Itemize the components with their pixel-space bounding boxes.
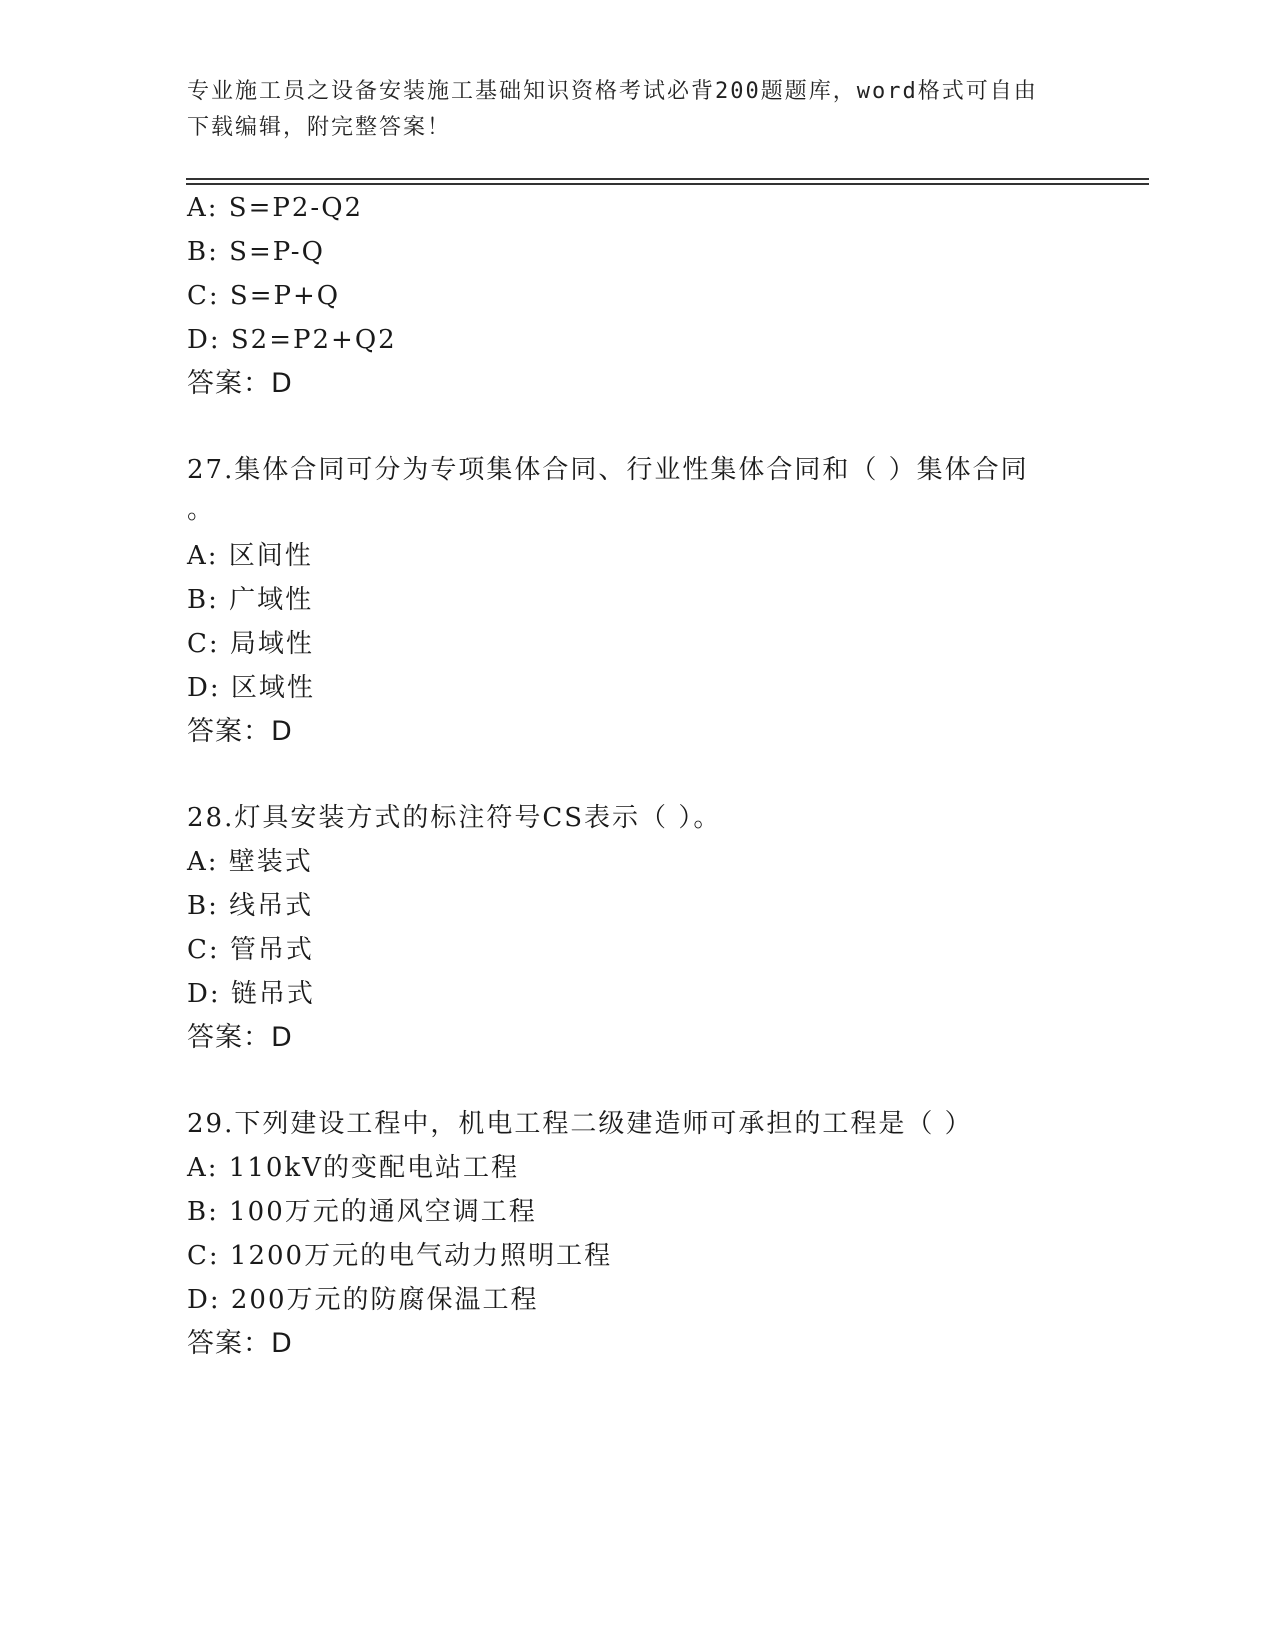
q27-stem-line-2: 。 bbox=[187, 495, 216, 525]
q29-option-d: D: 200万元的防腐保温工程 bbox=[187, 1285, 539, 1315]
header-title-line-1: 专业施工员之设备安装施工基础知识资格考试必背200题题库，word格式可自由 bbox=[187, 79, 1038, 104]
q29-answer: 答案：D bbox=[187, 1328, 293, 1359]
q27-option-b: B: 广域性 bbox=[187, 585, 314, 615]
header-divider-bottom bbox=[186, 183, 1149, 185]
q26-option-c: C: S=P+Q bbox=[187, 281, 341, 311]
q29-option-a: A: 110kV的变配电站工程 bbox=[187, 1153, 519, 1183]
q27-answer: 答案：D bbox=[187, 716, 293, 747]
q29-option-b: B: 100万元的通风空调工程 bbox=[187, 1197, 537, 1227]
header-title-line-2: 下载编辑，附完整答案！ bbox=[187, 115, 452, 140]
q26-option-d: D: S2=P2+Q2 bbox=[187, 325, 397, 355]
q29-stem: 29.下列建设工程中，机电工程二级建造师可承担的工程是（ ） bbox=[187, 1109, 973, 1139]
q26-answer: 答案：D bbox=[187, 368, 293, 399]
q29-option-c: C: 1200万元的电气动力照明工程 bbox=[187, 1241, 613, 1271]
q28-option-c: C: 管吊式 bbox=[187, 935, 314, 965]
q28-option-d: D: 链吊式 bbox=[187, 979, 315, 1009]
q26-option-b: B: S=P-Q bbox=[187, 237, 325, 267]
header-divider-top bbox=[186, 178, 1149, 180]
q28-stem: 28.灯具安装方式的标注符号CS表示（ ）。 bbox=[187, 803, 722, 833]
q28-option-b: B: 线吊式 bbox=[187, 891, 314, 921]
q27-option-d: D: 区域性 bbox=[187, 673, 315, 703]
q27-stem-line-1: 27.集体合同可分为专项集体合同、行业性集体合同和（ ）集体合同 bbox=[187, 455, 1029, 485]
q28-answer: 答案：D bbox=[187, 1022, 293, 1053]
q27-option-c: C: 局域性 bbox=[187, 629, 314, 659]
q28-option-a: A: 壁装式 bbox=[187, 847, 313, 877]
q27-option-a: A: 区间性 bbox=[187, 541, 313, 571]
q26-option-a: A: S=P2-Q2 bbox=[187, 193, 364, 223]
document-header bbox=[187, 74, 1067, 146]
